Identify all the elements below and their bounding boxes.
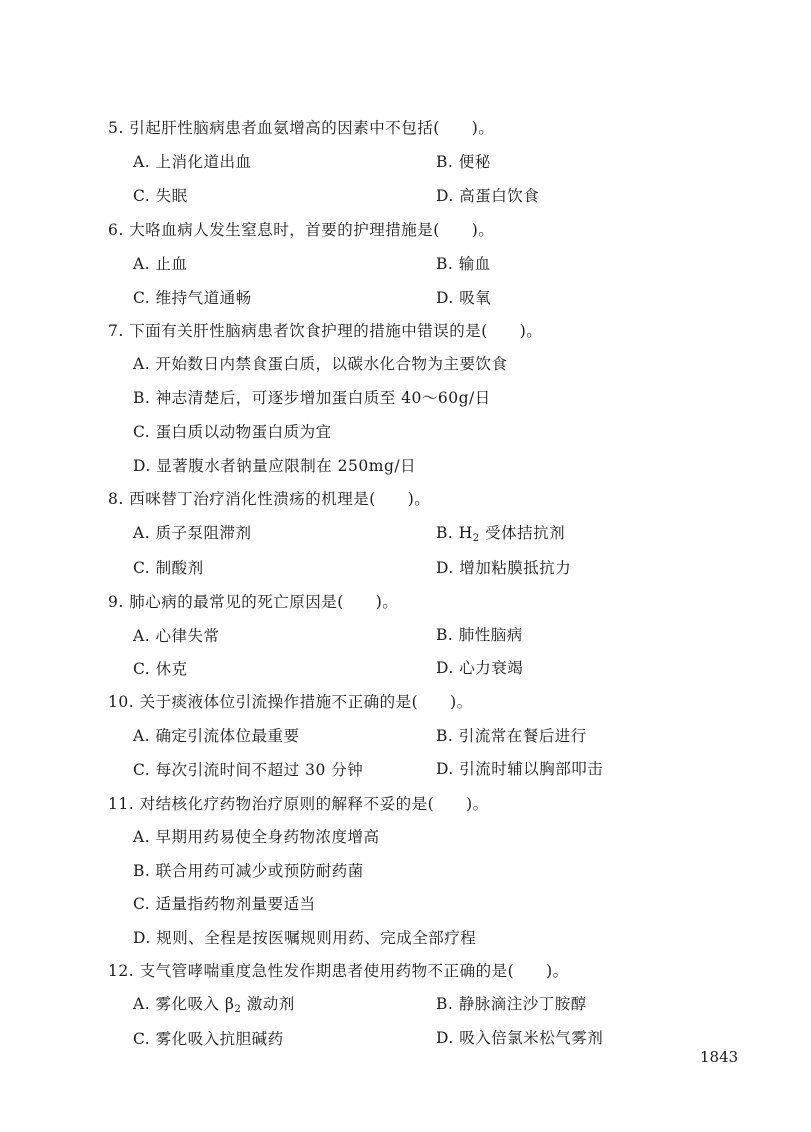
question-7-stem: 7. 下面有关肝性脑病患者饮食护理的措施中错误的是( )。 [108,322,543,340]
question-9-stem: 9. 肺心病的最常见的死亡原因是( )。 [108,593,399,611]
question-10-option-b: B. 引流常在餐后进行 [436,727,587,745]
question-8-option-b-suffix: 受体拮抗剂 [485,524,566,542]
subscript-2: 2 [234,1004,242,1015]
question-10-option-d: D. 引流时辅以胸部叩击 [436,760,604,778]
question-5-option-b: B. 便秘 [436,153,491,171]
question-12-option-a [133,992,295,1015]
question-9-option-c: C. 休克 [133,660,188,678]
question-10-stem: 10. 关于痰液体位引流操作措施不正确的是( )。 [108,693,473,711]
question-12-option-d: D. 吸入倍氯米松气雾剂 [436,1029,604,1047]
question-10-option-c: C. 每次引流时间不超过 30 分钟 [133,761,364,779]
question-11-stem: 11. 对结核化疗药物治疗原则的解释不妥的是( )。 [108,795,489,813]
question-7-option-c: C. 蛋白质以动物蛋白质为宜 [133,423,332,441]
question-6-option-d: D. 吸氧 [436,289,492,307]
question-10-option-a: A. 确定引流体位最重要 [133,727,300,745]
question-9-option-a: A. 心律失常 [133,627,220,645]
question-8-option-b-prefix: B. H [436,524,473,542]
question-5-option-d: D. 高蛋白饮食 [436,187,540,205]
question-8-option-b [436,521,565,544]
question-6-option-c: C. 维持气道通畅 [133,289,252,307]
question-12-option-b: B. 静脉滴注沙丁胺醇 [436,995,587,1013]
question-9-option-d: D. 心力衰竭 [436,659,524,677]
subscript-2: 2 [472,533,480,544]
question-12-stem: 12. 支气管哮喘重度急性发作期患者使用药物不正确的是( )。 [108,962,569,980]
question-11-option-c: C. 适量指药物剂量要适当 [133,895,316,913]
question-5-stem: 5. 引起肝性脑病患者血氨增高的因素中不包括( )。 [108,119,495,137]
question-11-option-a: A. 早期用药易使全身药物浓度增高 [133,828,380,846]
question-12-option-a-suffix: 激动剂 [246,995,295,1013]
question-9-option-b: B. 肺性脑病 [436,626,523,644]
question-11-option-d: D. 规则、全程是按医嘱规则用药、完成全部疗程 [133,929,477,947]
page-number: 1843 [700,1048,739,1066]
question-12-option-c: C. 雾化吸入抗胆碱药 [133,1030,284,1048]
question-7-option-b: B. 神志清楚后，可逐步增加蛋白质至 40～60g/日 [133,389,491,407]
question-6-stem: 6. 大咯血病人发生窒息时，首要的护理措施是( )。 [108,221,495,239]
question-8-stem: 8. 西咪替丁治疗消化性溃疡的机理是( )。 [108,490,431,508]
question-7-option-a: A. 开始数日内禁食蛋白质，以碳水化合物为主要饮食 [133,355,508,373]
question-12-option-a-prefix: A. 雾化吸入 β [133,995,235,1013]
question-8-option-d: D. 增加粘膜抵抗力 [436,559,572,577]
question-6-option-b: B. 输血 [436,255,491,273]
question-5-option-c: C. 失眠 [133,187,188,205]
question-7-option-d: D. 显著腹水者钠量应限制在 250mg/日 [133,457,417,475]
question-8-option-a: A. 质子泵阻滞剂 [133,524,252,542]
question-11-option-b: B. 联合用药可减少或预防耐药菌 [133,862,364,880]
question-5-option-a: A. 上消化道出血 [133,153,252,171]
question-8-option-c: C. 制酸剂 [133,559,204,577]
question-6-option-a: A. 止血 [133,255,188,273]
